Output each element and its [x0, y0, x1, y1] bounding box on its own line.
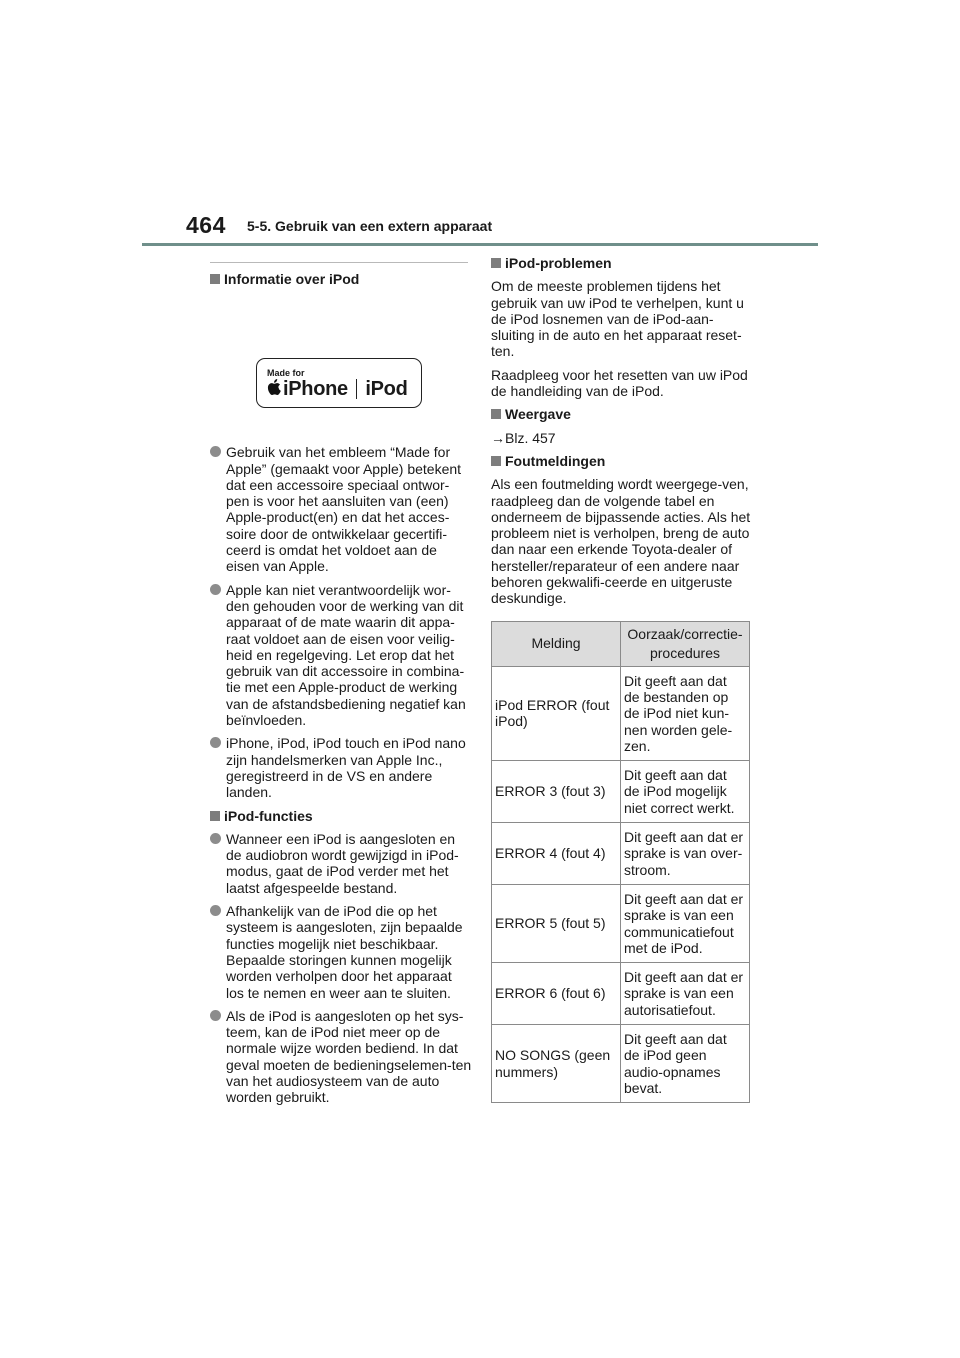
round-bullet-icon — [210, 905, 221, 916]
functions-heading — [210, 808, 472, 824]
info-bullet-text: Gebruik van het embleem “Made for Apple” (gemaakt voor Apple) betekent dat een accessoire speciaal ontwor-pen is voor het aansluiten van (een) Apple-product(en) en dat het acces-soire door de ontwikkelaar gecertifi-ceerd is omdat het voldoet aan de eisen van Apple. — [226, 444, 462, 575]
problems-reset-paragraph: Raadpleeg voor het resetten van uw iPod de handleiding van de iPod. — [491, 366, 748, 400]
error-table-header — [492, 621, 750, 666]
table-row — [492, 761, 750, 823]
left-column — [210, 262, 472, 1113]
section-title: 5-5. Gebruik van een extern apparaat — [247, 218, 493, 234]
apple-logo-icon — [266, 378, 281, 399]
square-bullet-icon — [491, 258, 501, 268]
round-bullet-icon — [210, 1010, 221, 1021]
problems-heading-text: iPod-problemen — [505, 255, 612, 271]
info-heading — [210, 271, 472, 287]
table-row — [492, 1024, 750, 1102]
error-table — [491, 621, 750, 1104]
display-heading — [491, 406, 755, 422]
functions-heading-text: iPod-functies — [224, 807, 313, 824]
error-message-cell: ERROR 6 (fout 6) — [492, 963, 621, 1025]
square-bullet-icon — [491, 456, 501, 466]
info-bullet — [210, 444, 472, 574]
logo-area — [210, 294, 472, 444]
right-column — [491, 255, 755, 1103]
info-heading-text: Informatie over iPod — [224, 271, 360, 287]
column-header-cause: Oorzaak/correctie-procedures — [621, 621, 750, 666]
problems-paragraph: Om de meeste problemen tijdens het gebruik van uw iPod te verhelpen, kunt u de iPod losnemen van de iPod-aan-sluiting in de auto en het apparaat reset-ten. — [491, 278, 744, 360]
badge-products — [266, 378, 408, 399]
table-row — [492, 963, 750, 1025]
error-cause-cell: Dit geeft aan dat er sprake is van een communicatiefout met de iPod. — [621, 884, 750, 962]
error-message-cell: ERROR 5 (fout 5) — [492, 884, 621, 962]
functions-bullet-text: Als de iPod is aangesloten op het sys-teem, kan de iPod niet meer op de normale wijze worden bediend. In dat geval moeten de bedieningselemen-ten van het audiosysteem van de auto worden gebruikt. — [226, 1007, 472, 1106]
errors-heading — [491, 453, 755, 469]
functions-bullet — [210, 903, 472, 1001]
error-cause-cell: Dit geeft aan dat er sprake is van een autorisatiefout. — [621, 963, 750, 1025]
info-bullet-text: Apple kan niet verantwoordelijk wor-den gehouden voor de werking van dit apparaat of de mate waarin dit appa-raat voldoet aan de eisen voor veilig-heid en regelgeving. Let erop dat het gebruik van dit accessoire in combina-tie met een Apple-product de werking van de afstandsbediening negatief kan beïnvloeden. — [226, 581, 466, 729]
table-row — [492, 823, 750, 885]
errors-heading-text: Foutmeldingen — [505, 452, 606, 469]
column-header-message: Melding — [492, 621, 621, 666]
error-cause-cell: Dit geeft aan dat de iPod geen audio-opnames bevat. — [621, 1024, 750, 1102]
functions-bullet — [210, 831, 472, 896]
square-bullet-icon — [210, 811, 220, 821]
badge-separator — [356, 379, 358, 399]
made-for-iphone-ipod-badge — [256, 358, 422, 408]
round-bullet-icon — [210, 584, 221, 595]
error-cause-cell: Dit geeft aan dat er sprake is van over-stroom. — [621, 823, 750, 885]
round-bullet-icon — [210, 833, 221, 844]
info-bullet-text: iPhone, iPod, iPod touch en iPod nano zijn handelsmerken van Apple Inc., geregistreerd in de VS en andere landen. — [226, 735, 466, 801]
section-divider — [210, 262, 468, 263]
problems-heading — [491, 255, 755, 271]
functions-bullet — [210, 1008, 472, 1106]
error-cause-cell: Dit geeft aan dat de bestanden op de iPod niet kun-nen worden gele-zen. — [621, 666, 750, 760]
error-message-cell: ERROR 3 (fout 3) — [492, 761, 621, 823]
functions-bullet-text: Afhankelijk van de iPod die op het systeem is aangesloten, zijn bepaalde functies mogelijk niet beschikbaar. Bepaalde storingen kunnen mogelijk worden verholpen door het apparaat los te nemen en weer aan te sluiten. — [226, 903, 463, 1001]
page-number: 464 — [186, 212, 226, 238]
header-rule — [142, 243, 818, 246]
error-message-cell: ERROR 4 (fout 4) — [492, 823, 621, 885]
info-bullet — [210, 735, 472, 800]
square-bullet-icon — [491, 409, 501, 419]
functions-bullet-text: Wanneer een iPod is aangesloten en de audiobron wordt gewijzigd in iPod-modus, gaat de iPod verder met het laatst afgespeelde bestand. — [226, 830, 459, 896]
error-message-cell: iPod ERROR (fout iPod) — [492, 666, 621, 760]
round-bullet-icon — [210, 446, 221, 457]
error-message-cell: NO SONGS (geen nummers) — [492, 1024, 621, 1102]
round-bullet-icon — [210, 737, 221, 748]
badge-ipod: iPod — [365, 377, 408, 400]
errors-paragraph: Als een foutmelding wordt weergege-ven, raadpleeg dan de volgende tabel en onderneem de bijpassende acties. Als het probleem niet is verholpen, breng de auto dan naar een erkende Toyota-dealer of hersteller/reparateur of een andere naar behoren gekwalifi-ceerde en uitgeruste deskundige. — [491, 476, 751, 607]
badge-made-for: Made for — [267, 368, 305, 379]
display-page-reference[interactable]: →Blz. 457 — [491, 429, 556, 446]
table-row — [492, 884, 750, 962]
badge-iphone: iPhone — [283, 377, 348, 400]
table-row — [492, 666, 750, 760]
info-bullet — [210, 582, 472, 729]
square-bullet-icon — [210, 274, 220, 284]
display-heading-text: Weergave — [505, 406, 571, 423]
error-cause-cell: Dit geeft aan dat de iPod mogelijk niet correct werkt. — [621, 761, 750, 823]
